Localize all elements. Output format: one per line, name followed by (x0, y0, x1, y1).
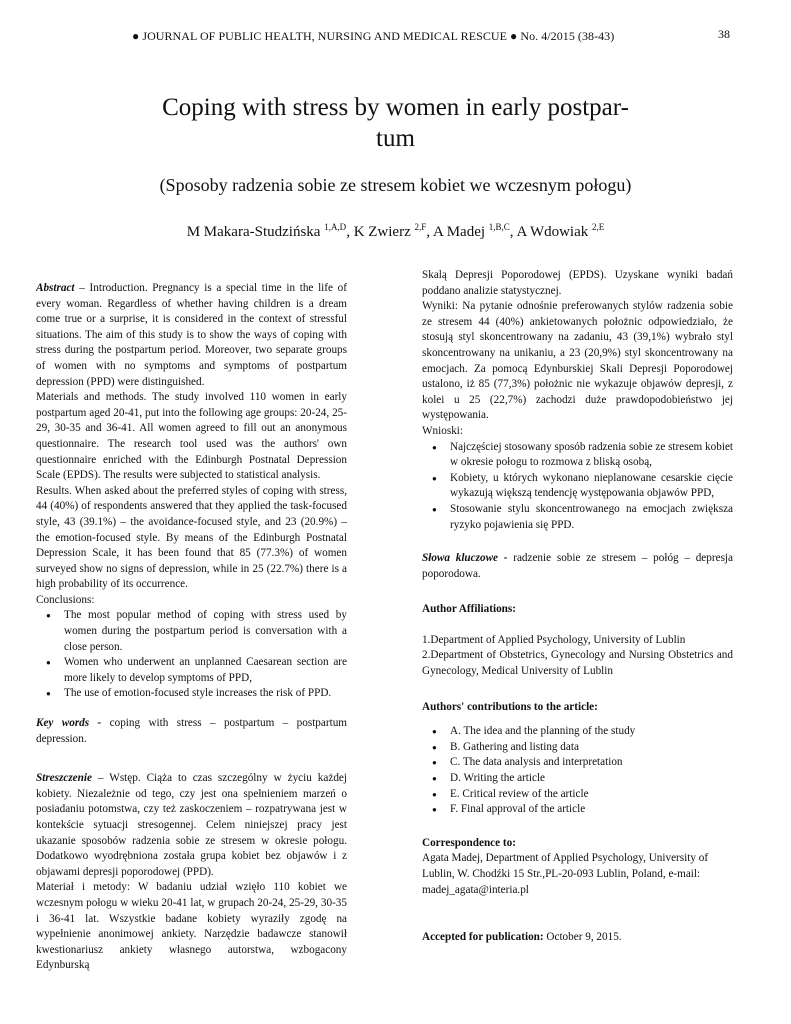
author-list (60, 224, 731, 241)
slowa-kluczowe-label: Słowa kluczowe - (422, 552, 508, 565)
list-item: ● B. Gathering and listing data (450, 740, 733, 756)
author-name: , A Wdowiak (509, 224, 593, 240)
page-number: 38 (718, 27, 730, 41)
article-title (60, 92, 731, 154)
abstract-methods: Materials and methods. The study involved 110 women in early postpartum aged 20-41, put into the following age groups: 20-24, 25-29, 30-35 and 36-41. All women agreed to fill out an anonymous questionnaire. The research tool used was the authors' own questionnaire enriched with the Edinburgh Postnatal Depression Scale (EPDS). The results were subjected to statistical analysis. (36, 391, 347, 482)
contributions-heading: Authors' contributions to the article: (422, 700, 598, 713)
author-affiliation-mark: 1,B,C (488, 222, 510, 232)
list-item: ● The most popular method of coping with stress used by women during the postpartum period is conversation with a close person. (64, 608, 347, 655)
right-column (422, 268, 733, 946)
accepted-label: Accepted for publication: (422, 931, 544, 944)
slowa-kluczowe: Słowa kluczowe - radzenie sobie ze stresem – połóg – depresja poporodowa. (422, 552, 733, 580)
list-item: ● A. The idea and the planning of the study (450, 724, 733, 740)
list-item: ● E. Critical review of the article (450, 787, 733, 803)
abstract-intro: Abstract – Introduction. Pregnancy is a special time in the life of every woman. Regardless of whether having children is a dream come true or a surprise, it is considered in the context of stressful situations. The aim of this study is to show the ways of coping with stress during the postpartum period. Moreover, two separate groups of women with no symptoms and symptoms of postpartum depression (PPD) were distinguished. (36, 282, 347, 388)
accepted-date: October 9, 2015. (543, 931, 622, 944)
abstract-label: Abstract (36, 282, 75, 294)
left-column (36, 281, 347, 974)
streszczenie-conclusions-list (422, 440, 733, 534)
author-name: , A Madej (426, 224, 489, 240)
author-affiliation-mark: 2,F (414, 222, 427, 232)
correspondence-heading: Correspondence to: (422, 836, 516, 849)
streszczenie-label: Streszczenie (36, 772, 92, 785)
affiliation-item: 2.Department of Obstetrics, Gynecology and Nursing Obstetrics and Gynecology, Medical University of Lublin (422, 649, 733, 678)
article-subtitle: (Sposoby radzenia sobie ze stresem kobiet we wczesnym połogu) (159, 175, 632, 195)
streszczenie-methods: Materiał i metody: W badaniu udział wzięło 110 kobiet we wczesnym połogu w wieku 20-41 lat, w grupach 20-24, 25-29, 30-35 i 36-41 lat. Wszystkie badane kobiety wyraziły zgodę na wypełnienie anonimowej ankiety. Narzędzie badawcze stanowił kwestionariusz ankiety własnego autorstwa, wzbogacony Edynburską (36, 881, 347, 972)
list-item: ● The use of emotion-focused style increases the risk of PPD. (64, 686, 347, 702)
list-item: ● Women who underwent an unplanned Caesarean section are more likely to develop symptoms of PPD, (64, 655, 347, 686)
title-line-2: tum (376, 125, 415, 152)
streszczenie-conclusions-label: Wnioski: (422, 424, 464, 437)
streszczenie-continued: Skalą Depresji Poporodowej (EPDS). Uzyskane wyniki badań poddano analizie statystycznej. (422, 269, 733, 297)
author-affiliation-mark: 1,A,D (324, 222, 347, 232)
contributions-list (422, 724, 733, 818)
accepted-for-publication (422, 930, 733, 946)
author-name: M Makara-Studzińska (186, 224, 325, 240)
affiliation-item: 1.Department of Applied Psychology, University of Lublin (422, 633, 686, 646)
list-item: ● Kobiety, u których wykonano nieplanowane cesarskie cięcie wykazują większą tendencję występowania objawów PPD, (450, 471, 733, 502)
title-line-1: Coping with stress by women in early postpar- (162, 94, 629, 121)
correspondence-text: Agata Madej, Department of Applied Psychology, University of Lublin, W. Chodźki 15 Str.,PL-20-093 Lublin, Poland, e-mail: madej_agata@interia.pl (422, 852, 709, 896)
abstract-conclusions-label: Conclusions: (36, 593, 95, 606)
journal-name: ● JOURNAL OF PUBLIC HEALTH, NURSING AND MEDICAL RESCUE ● No. 4/2015 (38-43) (132, 29, 615, 43)
list-item: ● D. Writing the article (450, 771, 733, 787)
keywords-label: Key words - (36, 717, 102, 730)
streszczenie-results: Wyniki: Na pytanie odnośnie preferowanych stylów radzenia sobie ze stresem 44 (40%) ankietowanych położnic odpowiedziało, że stosują styl skoncentrowany na zadaniu, 43 (39,1%) wybrało styl skoncentrowany na unikaniu, a 23 (20,9%) styl skoncentrowany na emocjach. Za pomocą Edynburskiej Skali Depresji Poporodowej ustalono, iż 85 (77,3%) położnic nie wykazuje objawów depresji, z kolei u 25 (22,7%) zachodzi duże prawdopodobieństwo jej występowania. (422, 300, 733, 422)
abstract-results: Results. When asked about the preferred styles of coping with stress, 44 (40%) of respondents answered that they applied the task-focused style, 43 (39.1%) – the avoidance-focused style, and 23 (20.9%) – the emotion-focused style. By means of the Edinburgh Postnatal Depression Scale, it has been found that 85 (77.3%) of women surveyed show no signs of depression, while in 25 (22.7%) there is a high probability of its occurrence. (36, 484, 347, 591)
keywords: Key words - coping with stress – postpartum – postpartum depression. (36, 717, 347, 745)
author-name: , K Zwierz (346, 224, 415, 240)
streszczenie-intro: Streszczenie – Wstęp. Ciąża to czas szczególny w życiu każdej kobiety. Niezależnie od tego, czy jest ona spełnieniem marzeń o posiadaniu potomstwa, czy też zaskoczeniem – rozpatrywana jest w kontekście sytuacji stresogennej. Celem niniejszej pracy jest ukazanie sposobów radzenia sobie ze stresem w okresie połogu. Dodatkowo wyodrębniona została grupa kobiet bez objawów i z objawami depresji poporodowej (PPD). (36, 772, 347, 878)
running-header (0, 29, 791, 45)
list-item: ● Stosowanie stylu skoncentrowanego na emocjach zwiększa ryzyko pojawienia się PPD. (450, 502, 733, 533)
author-affiliation-mark: 2,E (592, 222, 605, 232)
list-item: ● C. The data analysis and interpretation (450, 755, 733, 771)
list-item: ● F. Final approval of the article (450, 802, 733, 818)
list-item: ● Najczęściej stosowany sposób radzenia sobie ze stresem kobiet w okresie połogu to rozmowa z bliską osobą, (450, 440, 733, 471)
affiliations-heading: Author Affiliations: (422, 603, 516, 616)
abstract-conclusions-list (36, 608, 347, 702)
